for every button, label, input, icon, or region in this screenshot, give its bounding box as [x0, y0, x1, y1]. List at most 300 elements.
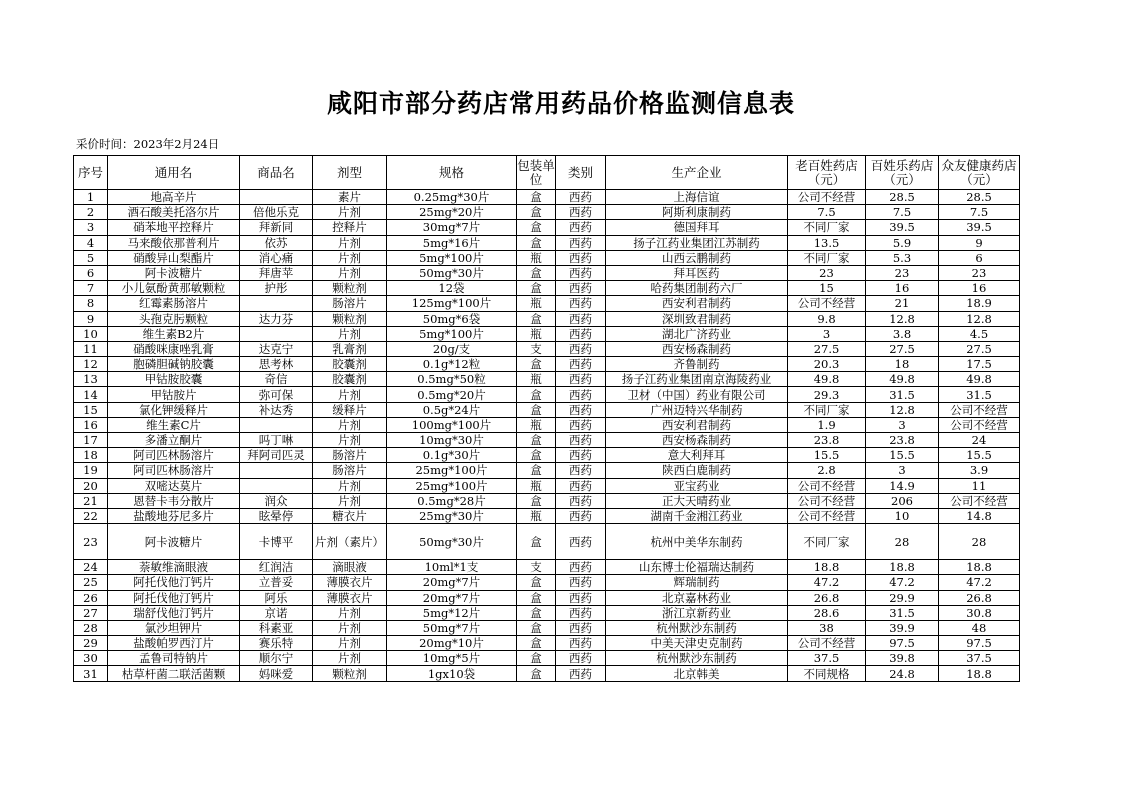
cell-price-store-3: 48 [939, 620, 1020, 635]
cell-package-unit: 瓶 [517, 478, 556, 493]
cell-dosage-form: 颗粒剂 [313, 311, 387, 326]
cell-price-store-2: 31.5 [866, 387, 939, 402]
cell-brand-name [240, 417, 313, 432]
cell-spec: 20mg*7片 [387, 590, 517, 605]
cell-manufacturer: 扬子江药业集团南京海陵药业 [606, 372, 788, 387]
cell-manufacturer: 山西云鹏制药 [606, 250, 788, 265]
cell-dosage-form: 片剂（素片） [313, 524, 387, 560]
cell-price-store-3: 3.9 [939, 463, 1020, 478]
cell-brand-name [240, 326, 313, 341]
cell-package-unit: 瓶 [517, 417, 556, 432]
cell-brand-name [240, 478, 313, 493]
cell-package-unit: 盒 [517, 493, 556, 508]
cell-price-store-1: 不同厂家 [788, 220, 866, 235]
cell-manufacturer: 杭州中美华东制药 [606, 524, 788, 560]
cell-category: 西药 [556, 636, 606, 651]
cell-spec: 0.1g*30片 [387, 448, 517, 463]
cell-brand-name: 消心痛 [240, 250, 313, 265]
cell-seq: 8 [74, 296, 108, 311]
cell-package-unit: 盒 [517, 235, 556, 250]
table-row [74, 250, 1020, 265]
cell-price-store-1: 公司不经营 [788, 296, 866, 311]
table-header-row [74, 156, 1020, 190]
cell-package-unit: 盒 [517, 651, 556, 666]
cell-price-store-3: 28 [939, 524, 1020, 560]
cell-price-store-1: 26.8 [788, 590, 866, 605]
cell-price-store-1: 38 [788, 620, 866, 635]
cell-dosage-form: 片剂 [313, 387, 387, 402]
cell-price-store-2: 12.8 [866, 311, 939, 326]
cell-spec: 20g/支 [387, 341, 517, 356]
cell-package-unit: 盒 [517, 448, 556, 463]
cell-price-store-2: 23 [866, 265, 939, 280]
cell-package-unit: 支 [517, 341, 556, 356]
cell-dosage-form: 片剂 [313, 235, 387, 250]
cell-seq: 4 [74, 235, 108, 250]
cell-price-store-1: 23 [788, 265, 866, 280]
cell-brand-name: 达克宁 [240, 341, 313, 356]
cell-manufacturer: 西安杨森制药 [606, 433, 788, 448]
table-row [74, 402, 1020, 417]
cell-price-store-2: 18.8 [866, 560, 939, 575]
cell-brand-name [240, 190, 313, 205]
cell-manufacturer: 北京嘉林药业 [606, 590, 788, 605]
cell-brand-name: 赛乐特 [240, 636, 313, 651]
table-row [74, 417, 1020, 432]
cell-seq: 2 [74, 205, 108, 220]
cell-seq: 27 [74, 605, 108, 620]
cell-generic-name: 瑞舒伐他汀钙片 [108, 605, 240, 620]
cell-package-unit: 瓶 [517, 372, 556, 387]
cell-spec: 10mg*5片 [387, 651, 517, 666]
cell-dosage-form: 控释片 [313, 220, 387, 235]
cell-price-store-3: 7.5 [939, 205, 1020, 220]
header-brand-name: 商品名 [240, 156, 313, 190]
cell-generic-name: 双嘧达莫片 [108, 478, 240, 493]
cell-dosage-form: 片剂 [313, 205, 387, 220]
cell-spec: 50mg*30片 [387, 265, 517, 280]
table-row [74, 620, 1020, 635]
cell-spec: 0.5mg*50粒 [387, 372, 517, 387]
cell-spec: 0.5g*24片 [387, 402, 517, 417]
cell-generic-name: 硝酸异山梨酯片 [108, 250, 240, 265]
table-row [74, 448, 1020, 463]
cell-manufacturer: 上海信谊 [606, 190, 788, 205]
cell-generic-name: 阿司匹林肠溶片 [108, 463, 240, 478]
cell-price-store-1: 不同厂家 [788, 524, 866, 560]
cell-brand-name [240, 463, 313, 478]
cell-brand-name: 顺尔宁 [240, 651, 313, 666]
cell-dosage-form: 滴眼液 [313, 560, 387, 575]
cell-brand-name: 思考林 [240, 357, 313, 372]
cell-spec: 10mg*30片 [387, 433, 517, 448]
cell-generic-name: 孟鲁司特钠片 [108, 651, 240, 666]
cell-brand-name: 奇信 [240, 372, 313, 387]
cell-seq: 11 [74, 341, 108, 356]
cell-price-store-3: 47.2 [939, 575, 1020, 590]
cell-seq: 1 [74, 190, 108, 205]
cell-category: 西药 [556, 478, 606, 493]
cell-brand-name: 拜新同 [240, 220, 313, 235]
table-row [74, 326, 1020, 341]
cell-generic-name: 胞磷胆碱钠胶囊 [108, 357, 240, 372]
cell-price-store-3: 23 [939, 265, 1020, 280]
cell-seq: 14 [74, 387, 108, 402]
cell-seq: 23 [74, 524, 108, 560]
cell-spec: 5mg*16片 [387, 235, 517, 250]
cell-price-store-2: 18 [866, 357, 939, 372]
cell-category: 西药 [556, 387, 606, 402]
cell-seq: 13 [74, 372, 108, 387]
cell-category: 西药 [556, 205, 606, 220]
cell-price-store-3: 公司不经营 [939, 417, 1020, 432]
cell-seq: 24 [74, 560, 108, 575]
cell-dosage-form: 颗粒剂 [313, 666, 387, 681]
cell-category: 西药 [556, 265, 606, 280]
cell-dosage-form: 肠溶片 [313, 463, 387, 478]
cell-dosage-form: 片剂 [313, 605, 387, 620]
cell-price-store-1: 15.5 [788, 448, 866, 463]
cell-package-unit: 盒 [517, 402, 556, 417]
cell-price-store-1: 28.6 [788, 605, 866, 620]
cell-manufacturer: 西安利君制药 [606, 296, 788, 311]
cell-price-store-1: 7.5 [788, 205, 866, 220]
cell-price-store-3: 26.8 [939, 590, 1020, 605]
cell-dosage-form: 片剂 [313, 478, 387, 493]
cell-manufacturer: 西安杨森制药 [606, 341, 788, 356]
table-row [74, 493, 1020, 508]
cell-brand-name: 达力芬 [240, 311, 313, 326]
cell-price-store-1: 27.5 [788, 341, 866, 356]
cell-package-unit: 盒 [517, 636, 556, 651]
cell-spec: 5mg*100片 [387, 326, 517, 341]
table-row [74, 387, 1020, 402]
cell-price-store-2: 49.8 [866, 372, 939, 387]
cell-seq: 18 [74, 448, 108, 463]
cell-generic-name: 酒石酸美托洛尔片 [108, 205, 240, 220]
cell-generic-name: 阿司匹林肠溶片 [108, 448, 240, 463]
cell-dosage-form: 片剂 [313, 620, 387, 635]
cell-manufacturer: 中美天津史克制药 [606, 636, 788, 651]
cell-price-store-1: 9.8 [788, 311, 866, 326]
table-row [74, 372, 1020, 387]
cell-generic-name: 红霉素肠溶片 [108, 296, 240, 311]
cell-price-store-1: 2.8 [788, 463, 866, 478]
cell-manufacturer: 阿斯利康制药 [606, 205, 788, 220]
cell-generic-name: 氯沙坦钾片 [108, 620, 240, 635]
header-seq: 序号 [74, 156, 108, 190]
cell-package-unit: 盒 [517, 433, 556, 448]
cell-generic-name: 阿托伐他汀钙片 [108, 575, 240, 590]
cell-category: 西药 [556, 311, 606, 326]
cell-price-store-3: 37.5 [939, 651, 1020, 666]
cell-spec: 25mg*100片 [387, 478, 517, 493]
table-body [74, 190, 1020, 682]
table-row [74, 508, 1020, 523]
table-row [74, 205, 1020, 220]
cell-seq: 15 [74, 402, 108, 417]
cell-dosage-form: 片剂 [313, 250, 387, 265]
cell-manufacturer: 北京韩美 [606, 666, 788, 681]
cell-price-store-1: 不同规格 [788, 666, 866, 681]
cell-generic-name: 硝苯地平控释片 [108, 220, 240, 235]
cell-package-unit: 盒 [517, 281, 556, 296]
cell-dosage-form: 胶囊剂 [313, 372, 387, 387]
cell-price-store-1: 公司不经营 [788, 190, 866, 205]
cell-price-store-3: 17.5 [939, 357, 1020, 372]
cell-generic-name: 维生素B2片 [108, 326, 240, 341]
cell-package-unit: 瓶 [517, 250, 556, 265]
cell-generic-name: 盐酸帕罗西汀片 [108, 636, 240, 651]
cell-seq: 16 [74, 417, 108, 432]
cell-price-store-3: 24 [939, 433, 1020, 448]
table-row [74, 220, 1020, 235]
table-row [74, 560, 1020, 575]
cell-price-store-2: 206 [866, 493, 939, 508]
cell-generic-name: 甲钴胺胶囊 [108, 372, 240, 387]
cell-category: 西药 [556, 433, 606, 448]
cell-brand-name: 阿乐 [240, 590, 313, 605]
cell-price-store-3: 18.8 [939, 560, 1020, 575]
cell-spec: 5mg*100片 [387, 250, 517, 265]
cell-manufacturer: 湖北广济药业 [606, 326, 788, 341]
cell-brand-name: 科素亚 [240, 620, 313, 635]
cell-spec: 5mg*12片 [387, 605, 517, 620]
cell-category: 西药 [556, 341, 606, 356]
cell-package-unit: 支 [517, 560, 556, 575]
cell-price-store-3: 12.8 [939, 311, 1020, 326]
cell-price-store-3: 97.5 [939, 636, 1020, 651]
cell-manufacturer: 亚宝药业 [606, 478, 788, 493]
cell-package-unit: 盒 [517, 590, 556, 605]
cell-manufacturer: 陕西白鹿制药 [606, 463, 788, 478]
cell-package-unit: 盒 [517, 205, 556, 220]
cell-seq: 25 [74, 575, 108, 590]
cell-category: 西药 [556, 666, 606, 681]
cell-spec: 0.5mg*28片 [387, 493, 517, 508]
cell-manufacturer: 山东博士伦福瑞达制药 [606, 560, 788, 575]
table-row [74, 605, 1020, 620]
cell-price-store-2: 15.5 [866, 448, 939, 463]
cell-spec: 1gx10袋 [387, 666, 517, 681]
cell-generic-name: 维生素C片 [108, 417, 240, 432]
table-row [74, 190, 1020, 205]
cell-category: 西药 [556, 508, 606, 523]
cell-price-store-3: 公司不经营 [939, 493, 1020, 508]
cell-package-unit: 盒 [517, 463, 556, 478]
cell-price-store-2: 5.3 [866, 250, 939, 265]
cell-package-unit: 盒 [517, 524, 556, 560]
cell-manufacturer: 哈药集团制药六厂 [606, 281, 788, 296]
cell-manufacturer: 齐鲁制药 [606, 357, 788, 372]
header-category: 类别 [556, 156, 606, 190]
cell-price-store-1: 公司不经营 [788, 493, 866, 508]
cell-category: 西药 [556, 620, 606, 635]
cell-price-store-3: 15.5 [939, 448, 1020, 463]
cell-price-store-2: 39.8 [866, 651, 939, 666]
cell-price-store-2: 24.8 [866, 666, 939, 681]
cell-price-store-3: 16 [939, 281, 1020, 296]
cell-price-store-3: 39.5 [939, 220, 1020, 235]
cell-price-store-3: 公司不经营 [939, 402, 1020, 417]
cell-price-store-2: 7.5 [866, 205, 939, 220]
cell-price-store-2: 31.5 [866, 605, 939, 620]
header-manufacturer: 生产企业 [606, 156, 788, 190]
cell-spec: 25mg*100片 [387, 463, 517, 478]
cell-category: 西药 [556, 357, 606, 372]
cell-category: 西药 [556, 524, 606, 560]
cell-manufacturer: 扬子江药业集团江苏制药 [606, 235, 788, 250]
cell-price-store-3: 11 [939, 478, 1020, 493]
cell-seq: 21 [74, 493, 108, 508]
cell-generic-name: 盐酸地芬尼多片 [108, 508, 240, 523]
cell-dosage-form: 素片 [313, 190, 387, 205]
cell-manufacturer: 辉瑞制药 [606, 575, 788, 590]
cell-brand-name: 吗丁啉 [240, 433, 313, 448]
table-row [74, 265, 1020, 280]
table-row [74, 478, 1020, 493]
cell-price-store-2: 5.9 [866, 235, 939, 250]
cell-package-unit: 盒 [517, 605, 556, 620]
cell-price-store-2: 23.8 [866, 433, 939, 448]
cell-dosage-form: 片剂 [313, 265, 387, 280]
table-row [74, 433, 1020, 448]
cell-dosage-form: 片剂 [313, 493, 387, 508]
cell-price-store-2: 3.8 [866, 326, 939, 341]
cell-manufacturer: 杭州默沙东制药 [606, 620, 788, 635]
cell-brand-name: 护彤 [240, 281, 313, 296]
cell-price-store-2: 39.9 [866, 620, 939, 635]
table-row [74, 341, 1020, 356]
sampling-date: 采价时间：2023年2月24日 [76, 137, 220, 151]
cell-spec: 20mg*10片 [387, 636, 517, 651]
cell-seq: 22 [74, 508, 108, 523]
cell-package-unit: 盒 [517, 387, 556, 402]
cell-seq: 20 [74, 478, 108, 493]
table-row [74, 590, 1020, 605]
cell-manufacturer: 浙江京新药业 [606, 605, 788, 620]
cell-manufacturer: 深圳致君制药 [606, 311, 788, 326]
cell-package-unit: 盒 [517, 666, 556, 681]
cell-manufacturer: 正大天晴药业 [606, 493, 788, 508]
cell-dosage-form: 乳膏剂 [313, 341, 387, 356]
cell-category: 西药 [556, 402, 606, 417]
cell-generic-name: 马来酸依那普利片 [108, 235, 240, 250]
table-row [74, 311, 1020, 326]
cell-category: 西药 [556, 296, 606, 311]
cell-spec: 50mg*6袋 [387, 311, 517, 326]
cell-spec: 12袋 [387, 281, 517, 296]
cell-seq: 9 [74, 311, 108, 326]
cell-generic-name: 枯草杆菌二联活菌颗 [108, 666, 240, 681]
table-row [74, 235, 1020, 250]
cell-seq: 31 [74, 666, 108, 681]
cell-price-store-3: 27.5 [939, 341, 1020, 356]
cell-price-store-1: 23.8 [788, 433, 866, 448]
cell-package-unit: 瓶 [517, 326, 556, 341]
cell-price-store-2: 47.2 [866, 575, 939, 590]
cell-price-store-2: 16 [866, 281, 939, 296]
cell-dosage-form: 肠溶片 [313, 296, 387, 311]
cell-brand-name: 卡博平 [240, 524, 313, 560]
cell-price-store-1: 公司不经营 [788, 508, 866, 523]
cell-spec: 30mg*7片 [387, 220, 517, 235]
cell-package-unit: 盒 [517, 220, 556, 235]
cell-brand-name: 京诺 [240, 605, 313, 620]
header-dosage-form: 剂型 [313, 156, 387, 190]
cell-generic-name: 头孢克肟颗粒 [108, 311, 240, 326]
cell-generic-name: 阿托伐他汀钙片 [108, 590, 240, 605]
cell-dosage-form: 片剂 [313, 636, 387, 651]
cell-generic-name: 阿卡波糖片 [108, 265, 240, 280]
cell-price-store-3: 18.9 [939, 296, 1020, 311]
table-row [74, 281, 1020, 296]
cell-generic-name: 恩替卡韦分散片 [108, 493, 240, 508]
cell-generic-name: 多潘立酮片 [108, 433, 240, 448]
cell-package-unit: 盒 [517, 265, 556, 280]
cell-brand-name: 眩晕停 [240, 508, 313, 523]
cell-spec: 50mg*7片 [387, 620, 517, 635]
cell-price-store-2: 3 [866, 463, 939, 478]
table-row [74, 575, 1020, 590]
cell-manufacturer: 杭州默沙东制药 [606, 651, 788, 666]
cell-dosage-form: 缓释片 [313, 402, 387, 417]
cell-price-store-3: 14.8 [939, 508, 1020, 523]
cell-spec: 25mg*30片 [387, 508, 517, 523]
cell-seq: 19 [74, 463, 108, 478]
cell-package-unit: 盒 [517, 311, 556, 326]
cell-category: 西药 [556, 605, 606, 620]
cell-package-unit: 瓶 [517, 296, 556, 311]
table-row [74, 524, 1020, 560]
cell-category: 西药 [556, 448, 606, 463]
cell-price-store-2: 39.5 [866, 220, 939, 235]
cell-seq: 6 [74, 265, 108, 280]
table-row [74, 651, 1020, 666]
header-generic-name: 通用名 [108, 156, 240, 190]
cell-dosage-form: 薄膜衣片 [313, 575, 387, 590]
cell-price-store-3: 9 [939, 235, 1020, 250]
cell-dosage-form: 片剂 [313, 417, 387, 432]
cell-dosage-form: 片剂 [313, 433, 387, 448]
cell-category: 西药 [556, 463, 606, 478]
cell-dosage-form: 片剂 [313, 651, 387, 666]
cell-price-store-1: 不同厂家 [788, 250, 866, 265]
cell-spec: 50mg*30片 [387, 524, 517, 560]
cell-price-store-1: 49.8 [788, 372, 866, 387]
cell-spec: 20mg*7片 [387, 575, 517, 590]
cell-dosage-form: 薄膜衣片 [313, 590, 387, 605]
cell-price-store-1: 20.3 [788, 357, 866, 372]
cell-price-store-1: 37.5 [788, 651, 866, 666]
cell-package-unit: 盒 [517, 357, 556, 372]
header-price-store-2: 百姓乐药店（元） [866, 156, 939, 190]
cell-category: 西药 [556, 651, 606, 666]
cell-manufacturer: 广州迈特兴华制药 [606, 402, 788, 417]
cell-brand-name: 拜唐苹 [240, 265, 313, 280]
cell-price-store-2: 10 [866, 508, 939, 523]
cell-category: 西药 [556, 326, 606, 341]
cell-price-store-3: 28.5 [939, 190, 1020, 205]
cell-category: 西药 [556, 281, 606, 296]
cell-price-store-3: 31.5 [939, 387, 1020, 402]
cell-category: 西药 [556, 560, 606, 575]
cell-price-store-3: 18.8 [939, 666, 1020, 681]
cell-package-unit: 盒 [517, 620, 556, 635]
cell-category: 西药 [556, 493, 606, 508]
cell-seq: 29 [74, 636, 108, 651]
cell-seq: 10 [74, 326, 108, 341]
